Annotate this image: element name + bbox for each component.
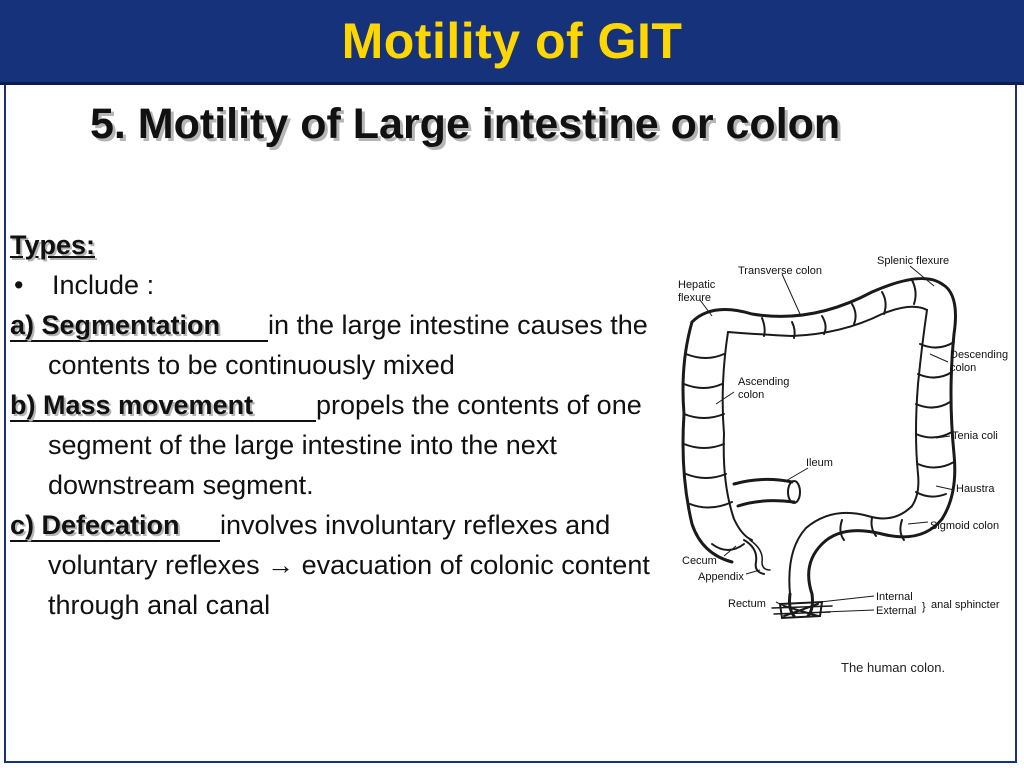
title-bar — [0, 0, 1024, 85]
item-text-mass-movement: propels the contents of one segment of the large intestine into the next downstream segment. — [48, 390, 642, 500]
label-cecum: Cecum — [682, 555, 717, 567]
label-sigmoid-colon: Sigmoid colon — [930, 520, 1000, 532]
types-heading: Types: — [10, 230, 96, 260]
label-descending-colon-2: colon — [950, 362, 977, 374]
bullet-text: Include : — [52, 270, 155, 300]
label-haustra: Haustra — [956, 483, 995, 495]
list-item-segmentation — [10, 305, 670, 385]
list-item-defecation — [10, 505, 670, 625]
label-transverse-colon: Transverse colon — [738, 265, 822, 277]
label-descending-colon-1: Descending — [950, 349, 1009, 361]
label-ascending-colon-1: Ascending — [738, 376, 790, 388]
label-tenia-coli: Tenia coli — [952, 430, 998, 442]
label-splenic-flexure: Splenic flexure — [877, 255, 950, 267]
colon-diagram-svg — [672, 244, 1022, 664]
item-text-defecation: involves involuntary reflexes and voluntary reflexes → evacuation of colonic content through anal canal — [48, 510, 650, 620]
term-segmentation: a) Segmentation — [10, 310, 221, 340]
label-ascending-colon-2: colon — [738, 389, 765, 401]
label-ileum: Ileum — [806, 457, 833, 469]
label-hepatic-flexure-2: flexure — [678, 292, 712, 304]
label-internal: Internal — [876, 591, 913, 603]
bullet-icon: • — [14, 270, 24, 300]
slide-subtitle: 5. Motility of Large intestine or colon — [90, 100, 841, 148]
label-appendix: Appendix — [698, 571, 744, 583]
label-external: External — [876, 605, 917, 617]
bullet-line — [10, 265, 670, 305]
term-mass-movement: b) Mass movement — [10, 390, 254, 420]
figure-caption: The human colon. — [841, 660, 946, 675]
label-hepatic-flexure-1: Hepatic — [678, 279, 716, 291]
term-defecation: c) Defecation — [10, 510, 180, 540]
brace-icon: } — [922, 601, 926, 613]
body-text — [10, 225, 670, 625]
colon-diagram — [672, 244, 1022, 684]
list-item-mass-movement — [10, 385, 670, 505]
slide-title: Motility of GIT — [341, 13, 683, 69]
label-rectum: Rectum — [728, 598, 766, 610]
label-anal-sphincter: anal sphincter — [931, 599, 1000, 611]
item-text-segmentation: in the large intestine causes the contents to be continuously mixed — [48, 310, 648, 380]
